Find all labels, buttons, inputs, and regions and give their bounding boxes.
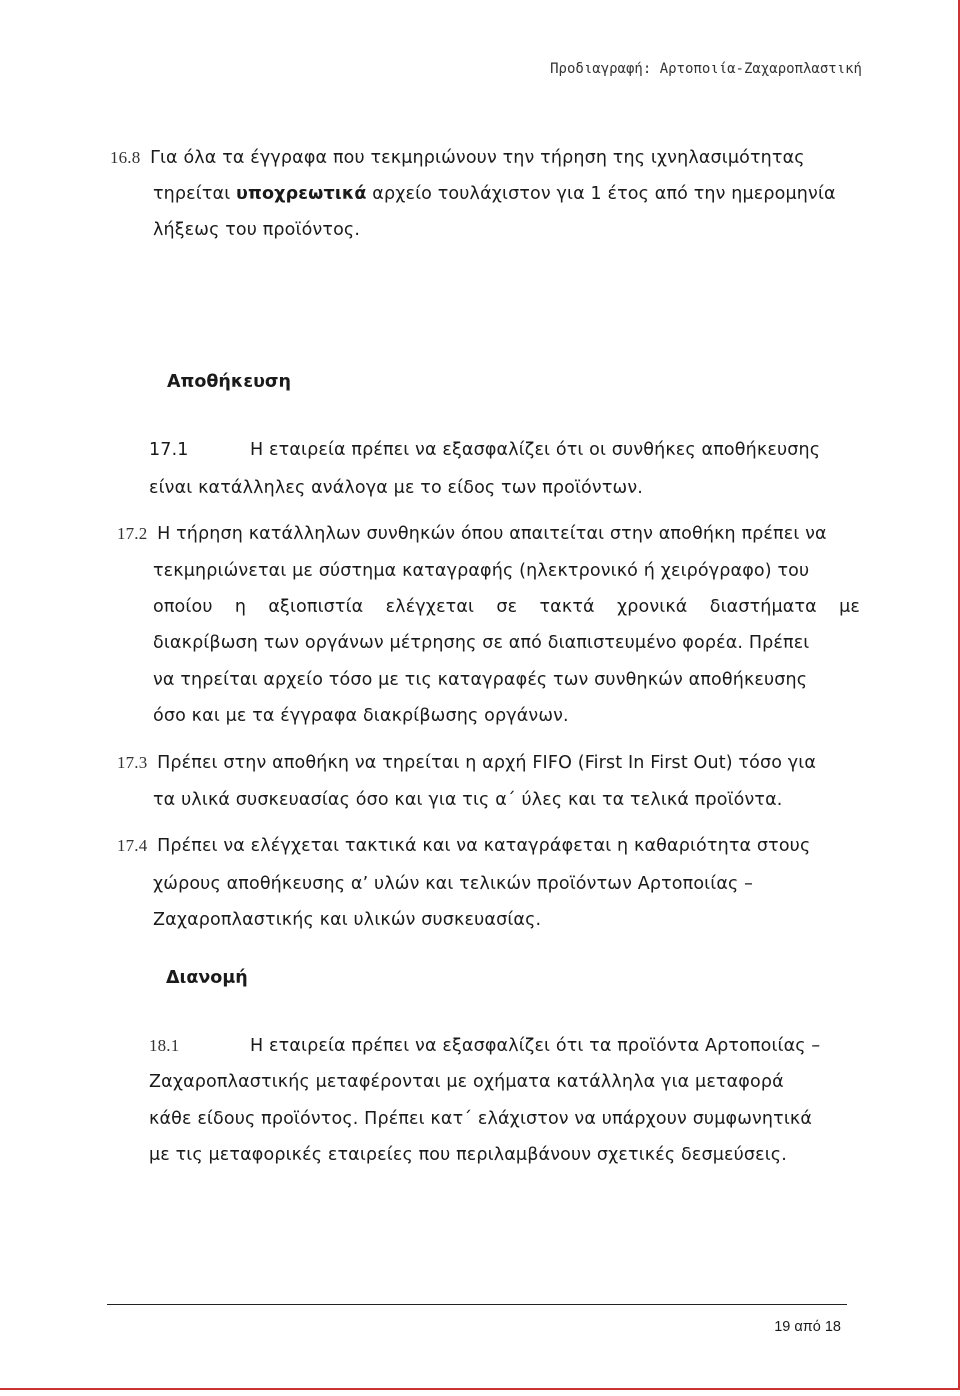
paragraph-17-1-line-2: είναι κατάλληλες ανάλογα με το είδος των προϊόντων.	[149, 478, 643, 498]
paragraph-17-2-line-2: τεκμηριώνεται με σύστημα καταγραφής (ηλεκτρονικό ή χειρόγραφο) του	[153, 561, 810, 581]
paragraph-16-8-line-1: 16.8 Για όλα τα έγγραφα που τεκμηριώνουν την τήρηση της ιχνηλασιμότητας	[110, 148, 805, 168]
clause-number: 18.1	[149, 1036, 180, 1055]
page-number: 19 από 18	[774, 1319, 841, 1335]
paragraph-16-8-line-3: λήξεως του προϊόντος.	[153, 220, 361, 240]
paragraph-17-3-line-2: τα υλικά συσκευασίας όσο και για τις α΄ ύλες και τα τελικά προϊόντα.	[153, 790, 783, 810]
paragraph-17-2-line-3: οποίου η αξιοπιστία ελέγχεται σε τακτά χρονικά διαστήματα με	[153, 597, 860, 617]
paragraph-18-1-line-1: 18.1 Η εταιρεία πρέπει να εξασφαλίζει ότι τα προϊόντα Αρτοποιίας –	[149, 1036, 821, 1056]
paragraph-16-8-line-2: τηρείται υποχρεωτικά αρχείο τουλάχιστον για 1 έτος από την ημερομηνία	[153, 184, 836, 204]
clause-number: 16.8	[110, 148, 141, 167]
paragraph-17-4-line-1: 17.4 Πρέπει να ελέγχεται τακτικά και να καταγράφεται η καθαριότητα στους	[117, 836, 811, 856]
footer-rule	[107, 1304, 847, 1305]
paragraph-17-2-line-6: όσο και με τα έγγραφα διακρίβωσης οργάνων.	[153, 706, 569, 726]
paragraph-18-1-line-3: κάθε είδους προϊόντος. Πρέπει κατ΄ ελάχιστον να υπάρχουν συμφωνητικά	[149, 1109, 813, 1129]
clause-number: 17.2	[117, 524, 148, 543]
paragraph-17-3-line-1: 17.3 Πρέπει στην αποθήκη να τηρείται η αρχή FIFO (First In First Out) τόσο για	[117, 753, 817, 773]
paragraph-18-1-line-2: Ζαχαροπλαστικής μεταφέρονται με οχήματα κατάλληλα για μεταφορά	[149, 1072, 784, 1092]
running-header: Προδιαγραφή: Αρτοποιία-Ζαχαροπλαστική	[550, 61, 862, 77]
clause-number: 17.3	[117, 753, 148, 772]
paragraph-17-2-line-4: διακρίβωση των οργάνων μέτρησης σε από διαπιστευμένο φορέα. Πρέπει	[153, 633, 810, 653]
paragraph-17-4-line-2: χώρους αποθήκευσης α’ υλών και τελικών προϊόντων Αρτοποιίας –	[153, 874, 754, 894]
section-heading-distribution: Διανομή	[166, 968, 248, 988]
paragraph-18-1-line-4: με τις μεταφορικές εταιρείες που περιλαμβάνουν σχετικές δεσμεύσεις.	[149, 1145, 787, 1165]
paragraph-17-2-line-5: να τηρείται αρχείο τόσο με τις καταγραφές των συνθηκών αποθήκευσης	[153, 670, 808, 690]
emphasis-mandatory: υποχρεωτικά	[236, 184, 367, 204]
paragraph-17-4-line-3: Ζαχαροπλαστικής και υλικών συσκευασίας.	[153, 910, 542, 930]
section-heading-storage: Αποθήκευση	[167, 372, 291, 392]
paragraph-17-2-line-1: 17.2 Η τήρηση κατάλληλων συνθηκών όπου απαιτείται στην αποθήκη πρέπει να	[117, 524, 827, 544]
clause-number: 17.1	[149, 440, 189, 460]
clause-number: 17.4	[117, 836, 148, 855]
paragraph-17-1-line-1: 17.1 Η εταιρεία πρέπει να εξασφαλίζει ότι οι συνθήκες αποθήκευσης	[149, 440, 821, 460]
